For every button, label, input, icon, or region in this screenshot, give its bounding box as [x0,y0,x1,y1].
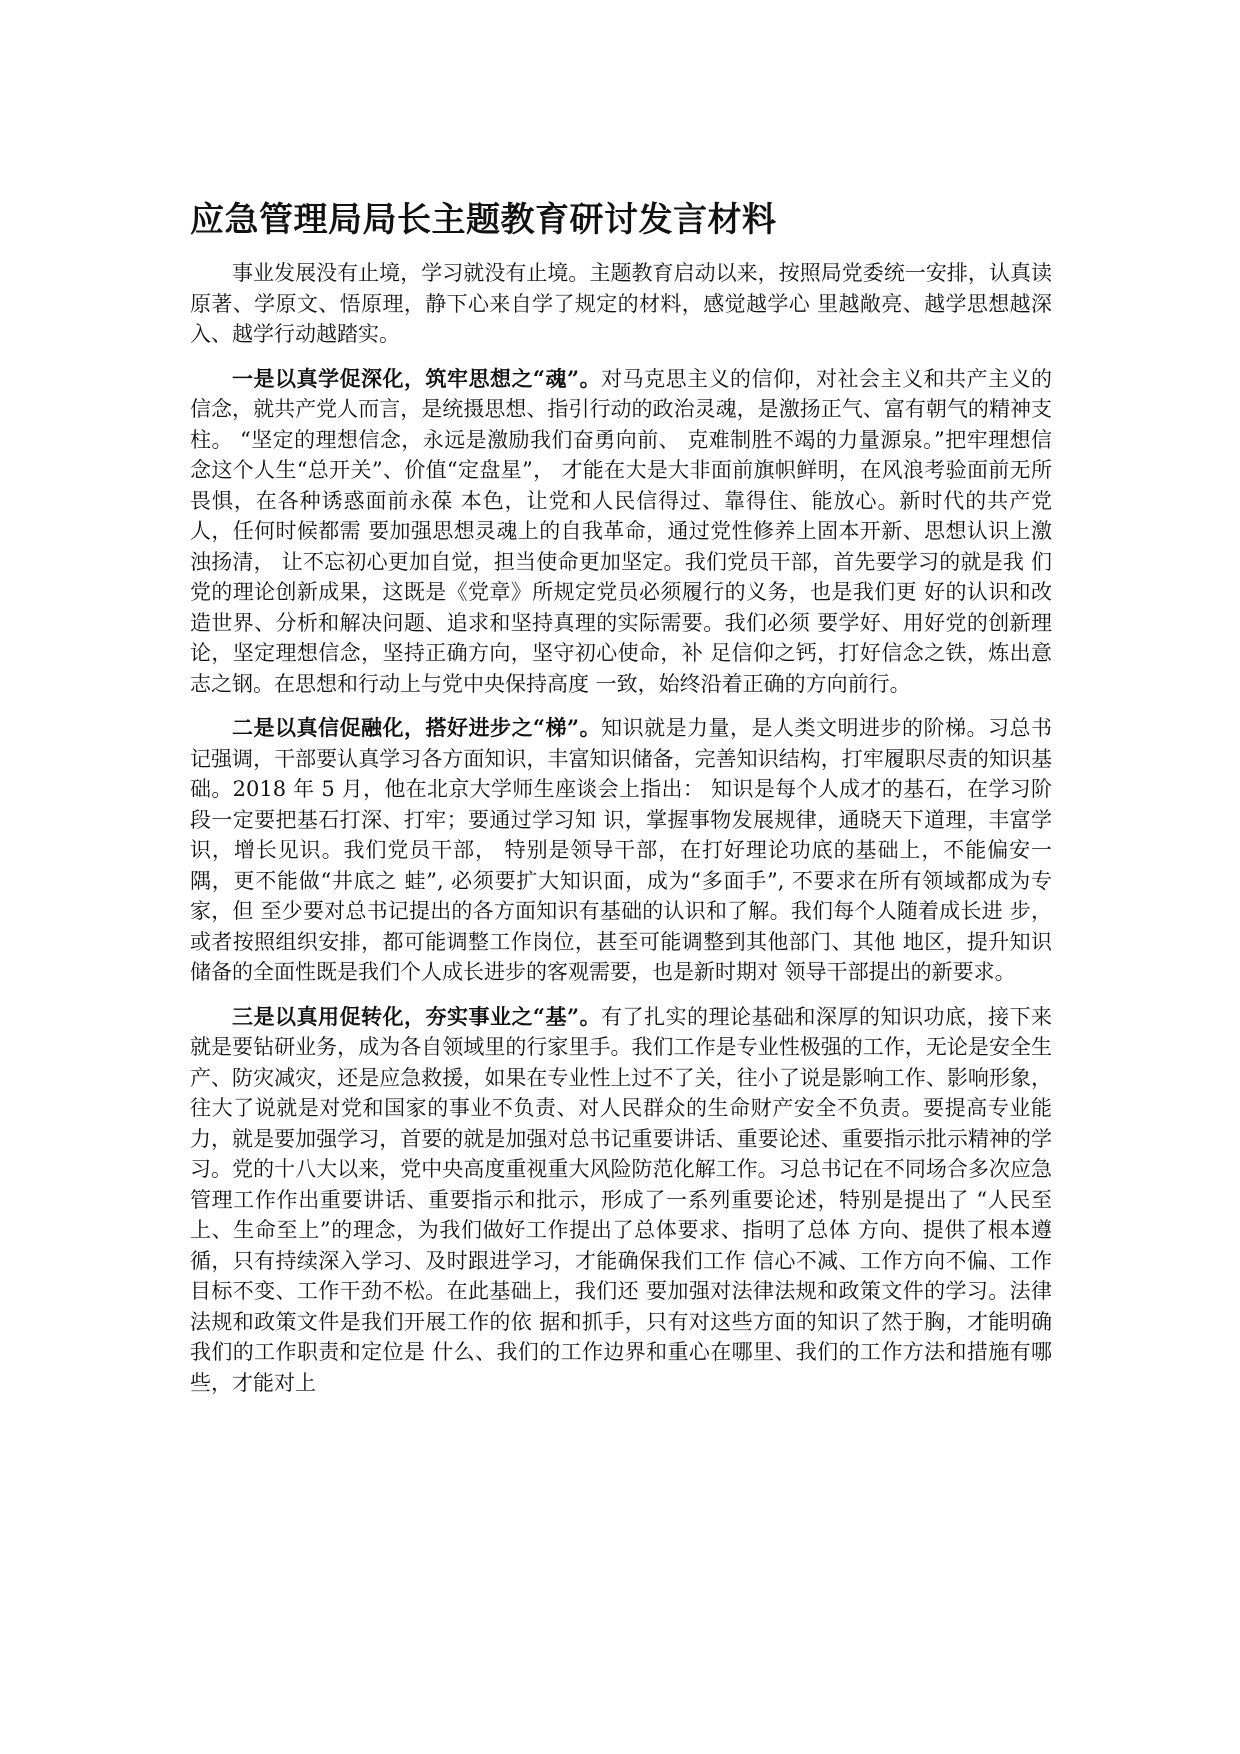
section-one-heading: 一是以真学促深化，筑牢思想之“魂”。 [232,365,602,391]
section-two-text: 知识就是力量，是人类文明进步的阶梯。习总书记强调，干部要认真学习各方面知识，丰富知识储备，完善知识结构，打牢履职尽责的知识基础。2018 年 5 月，他在北京大学师生座谈会上指出： 知识是每个人成才的基石，在学习阶段一定要把基石打深、打牢；要通过学习知 识，掌握事物发展规律，通晓天下道理，丰富学识，增长见识。我们党员干部， 特别是领导干部，在打好理论功底的基础上，不能偏安一隅，更不能做“井底之 蛙”, 必须要扩大知识面，成为“多面手”, 不要求在所有领域都成为专家，但 至少要对总书记提出的各方面知识有基础的认识和了解。我们每个人随着成长进 步，或者按照组织安排，都可能调整工作岗位，甚至可能调整到其他部门、其他 地区，提升知识储备的全面性既是我们个人成长进步的客观需要，也是新时期对 领导干部提出的新要求。 [190,716,1052,984]
document-page [190,196,1052,1412]
paragraph-text: 事业发展没有止境，学习就没有止境。主题教育启动以来，按照局党委统一安排，认真读原著、学原文、悟原理，静下心来自学了规定的材料，感觉越学心 里越敞亮、越学思想越深入、越学行动越踏实。 [190,261,1052,346]
section-one-text: 对马克思主义的信仰，对社会主义和共产主义的信念，就共产党人而言，是统摄思想、指引行动的政治灵魂，是激扬正气、富有朝气的精神支柱。 “坚定的理想信念，永远是激励我们奋勇向前、 克难制胜不竭的力量源泉。”把牢理想信念这个人生“总开关”、价值“定盘星”， 才能在大是大非面前旗帜鲜明，在风浪考验面前无所畏惧，在各种诱惑面前永葆 本色，让党和人民信得过、靠得住、能放心。新时代的共产党人，任何时候都需 要加强思想灵魂上的自我革命，通过党性修养上固本开新、思想认识上激浊扬清， 让不忘初心更加自觉，担当使命更加坚定。我们党员干部，首先要学习的就是我 们党的理论创新成果，这既是《党章》所规定党员必须履行的义务，也是我们更 好的认识和改造世界、分析和解决问题、追求和坚持真理的实际需要。我们必须 要学好、用好党的创新理论，坚定理想信念，坚持正确方向，坚守初心使命，补 足信仰之钙，打好信念之铁，炼出意志之钢。在思想和行动上与党中央保持高度 一致，始终沿着正确的方向前行。 [190,366,1052,696]
section-two-heading: 二是以真信促融化，搭好进步之“梯”。 [232,715,602,740]
section-one-paragraph [190,364,1052,700]
section-three-text: 有了扎实的理论基础和深厚的知识功底，接下来就是要钻研业务，成为各自领域里的行家里手。我们工作是专业性极强的工作，无论是安全生产、防灾减灾，还是应急救援，如果在专业性上过不了关，往小了说是影响工作、影响形象，往大了说就是对党和国家的事业不负责、对人民群众的生命财产安全不负责。要提高专业能力，就是要加强学习，首要的就是加强对总书记重要讲话、重要论述、重要指示批示精神的学习。党的十八大以来，党中央高度重视重大风险防范化解工作。习总书记在不同场合多次应急管理工作作出重要讲话、重要指示和批示，形成了一系列重要论述，特别是提出了 “人民至上、生命至上”的理念，为我们做好工作提出了总体要求、指明了总体 方向、提供了根本遵循，只有持续深入学习、及时跟进学习，才能确保我们工作 信心不减、工作方向不偏、工作目标不变、工作干劲不松。在此基础上，我们还 要加强对法律法规和政策文件的学习。法律法规和政策文件是我们开展工作的依 据和抓手，只有对这些方面的知识了然于胸，才能明确我们的工作职责和定位是 什么、我们的工作边界和重心在哪里、我们的工作方法和措施有哪些，才能对上 [190,1004,1052,1395]
document-title: 应急管理局局长主题教育研讨发言材料 [190,200,777,240]
section-three-heading: 三是以真用促转化，夯实事业之“基”。 [232,1003,602,1029]
section-three-paragraph [190,1002,1052,1399]
intro-paragraph [190,258,1052,350]
section-two-paragraph [190,713,1052,988]
